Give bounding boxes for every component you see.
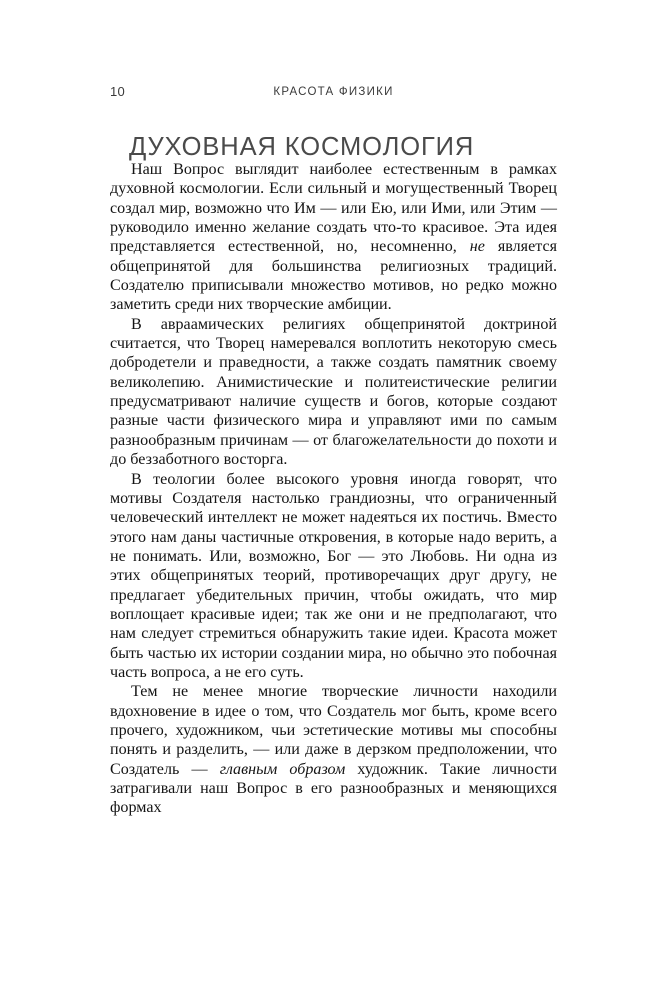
italic-emphasis: главным образом	[219, 760, 346, 778]
italic-emphasis: не	[469, 238, 485, 256]
paragraph: В авраамических религиях общепринятой доктриной считается, что Творец намеревался воплотить некоторую смесь добродетели и праведности, а также создать памятник своему великолепию. Анимистические и политеистические религии предусматривают наличие существ и богов, которые создают разные части физического мира и управляют ими по самым разнообразным причинам — от благожелательности до похоти и до беззаботного восторга.	[110, 315, 557, 469]
section-title: ДУХОВНАЯ КОСМОЛОГИЯ	[129, 133, 475, 162]
paragraph: Тем не менее многие творческие личности находили вдохновение в идее о том, что Создатель мог быть, кроме всего прочего, художником, чьи эстетические мотивы мы способны понять и разделить, — или даже в дерзком предположении, что Создатель — главным образом художник. Такие личности затрагивали наш Вопрос в его разнообразных и меняющихся формах	[110, 683, 558, 817]
body-text-block	[110, 160, 557, 818]
running-head-title: КРАСОТА ФИЗИКИ	[273, 86, 394, 98]
paragraph: Наш Вопрос выглядит наиболее естественным в рамках духовной космологии. Если сильный и могущественный Творец создал мир, возможно что Им — или Ею, или Ими, или Этим — руководило именно желание создать что-то красивое. Эта идея представляется естественной, но, несомненно, не является общепринятой для большинства религиозных традиций. Создателю приписывали множество мотивов, но редко можно заметить среди них творческие амбиции.	[110, 161, 557, 314]
paragraph: В теологии более высокого уровня иногда говорят, что мотивы Создателя настолько грандиозны, что ограниченный человеческий интеллект не может надеяться их постичь. Вместо этого нам даны частичные откровения, в которые надо верить, а не понимать. Или, возможно, Бог — это Любовь. Ни одна из этих общепринятых теорий, противоречащих друг другу, не предлагает убедительных причин, чтобы ожидать, что мир воплощает красивые идеи; так же они и не предполагают, что нам следует стремиться обнаружить такие идеи. Красота может быть частью их истории создании мира, но обычно это побочная часть вопроса, а не его суть.	[110, 470, 557, 681]
page-header	[110, 83, 557, 101]
page-number: 10	[110, 84, 126, 99]
